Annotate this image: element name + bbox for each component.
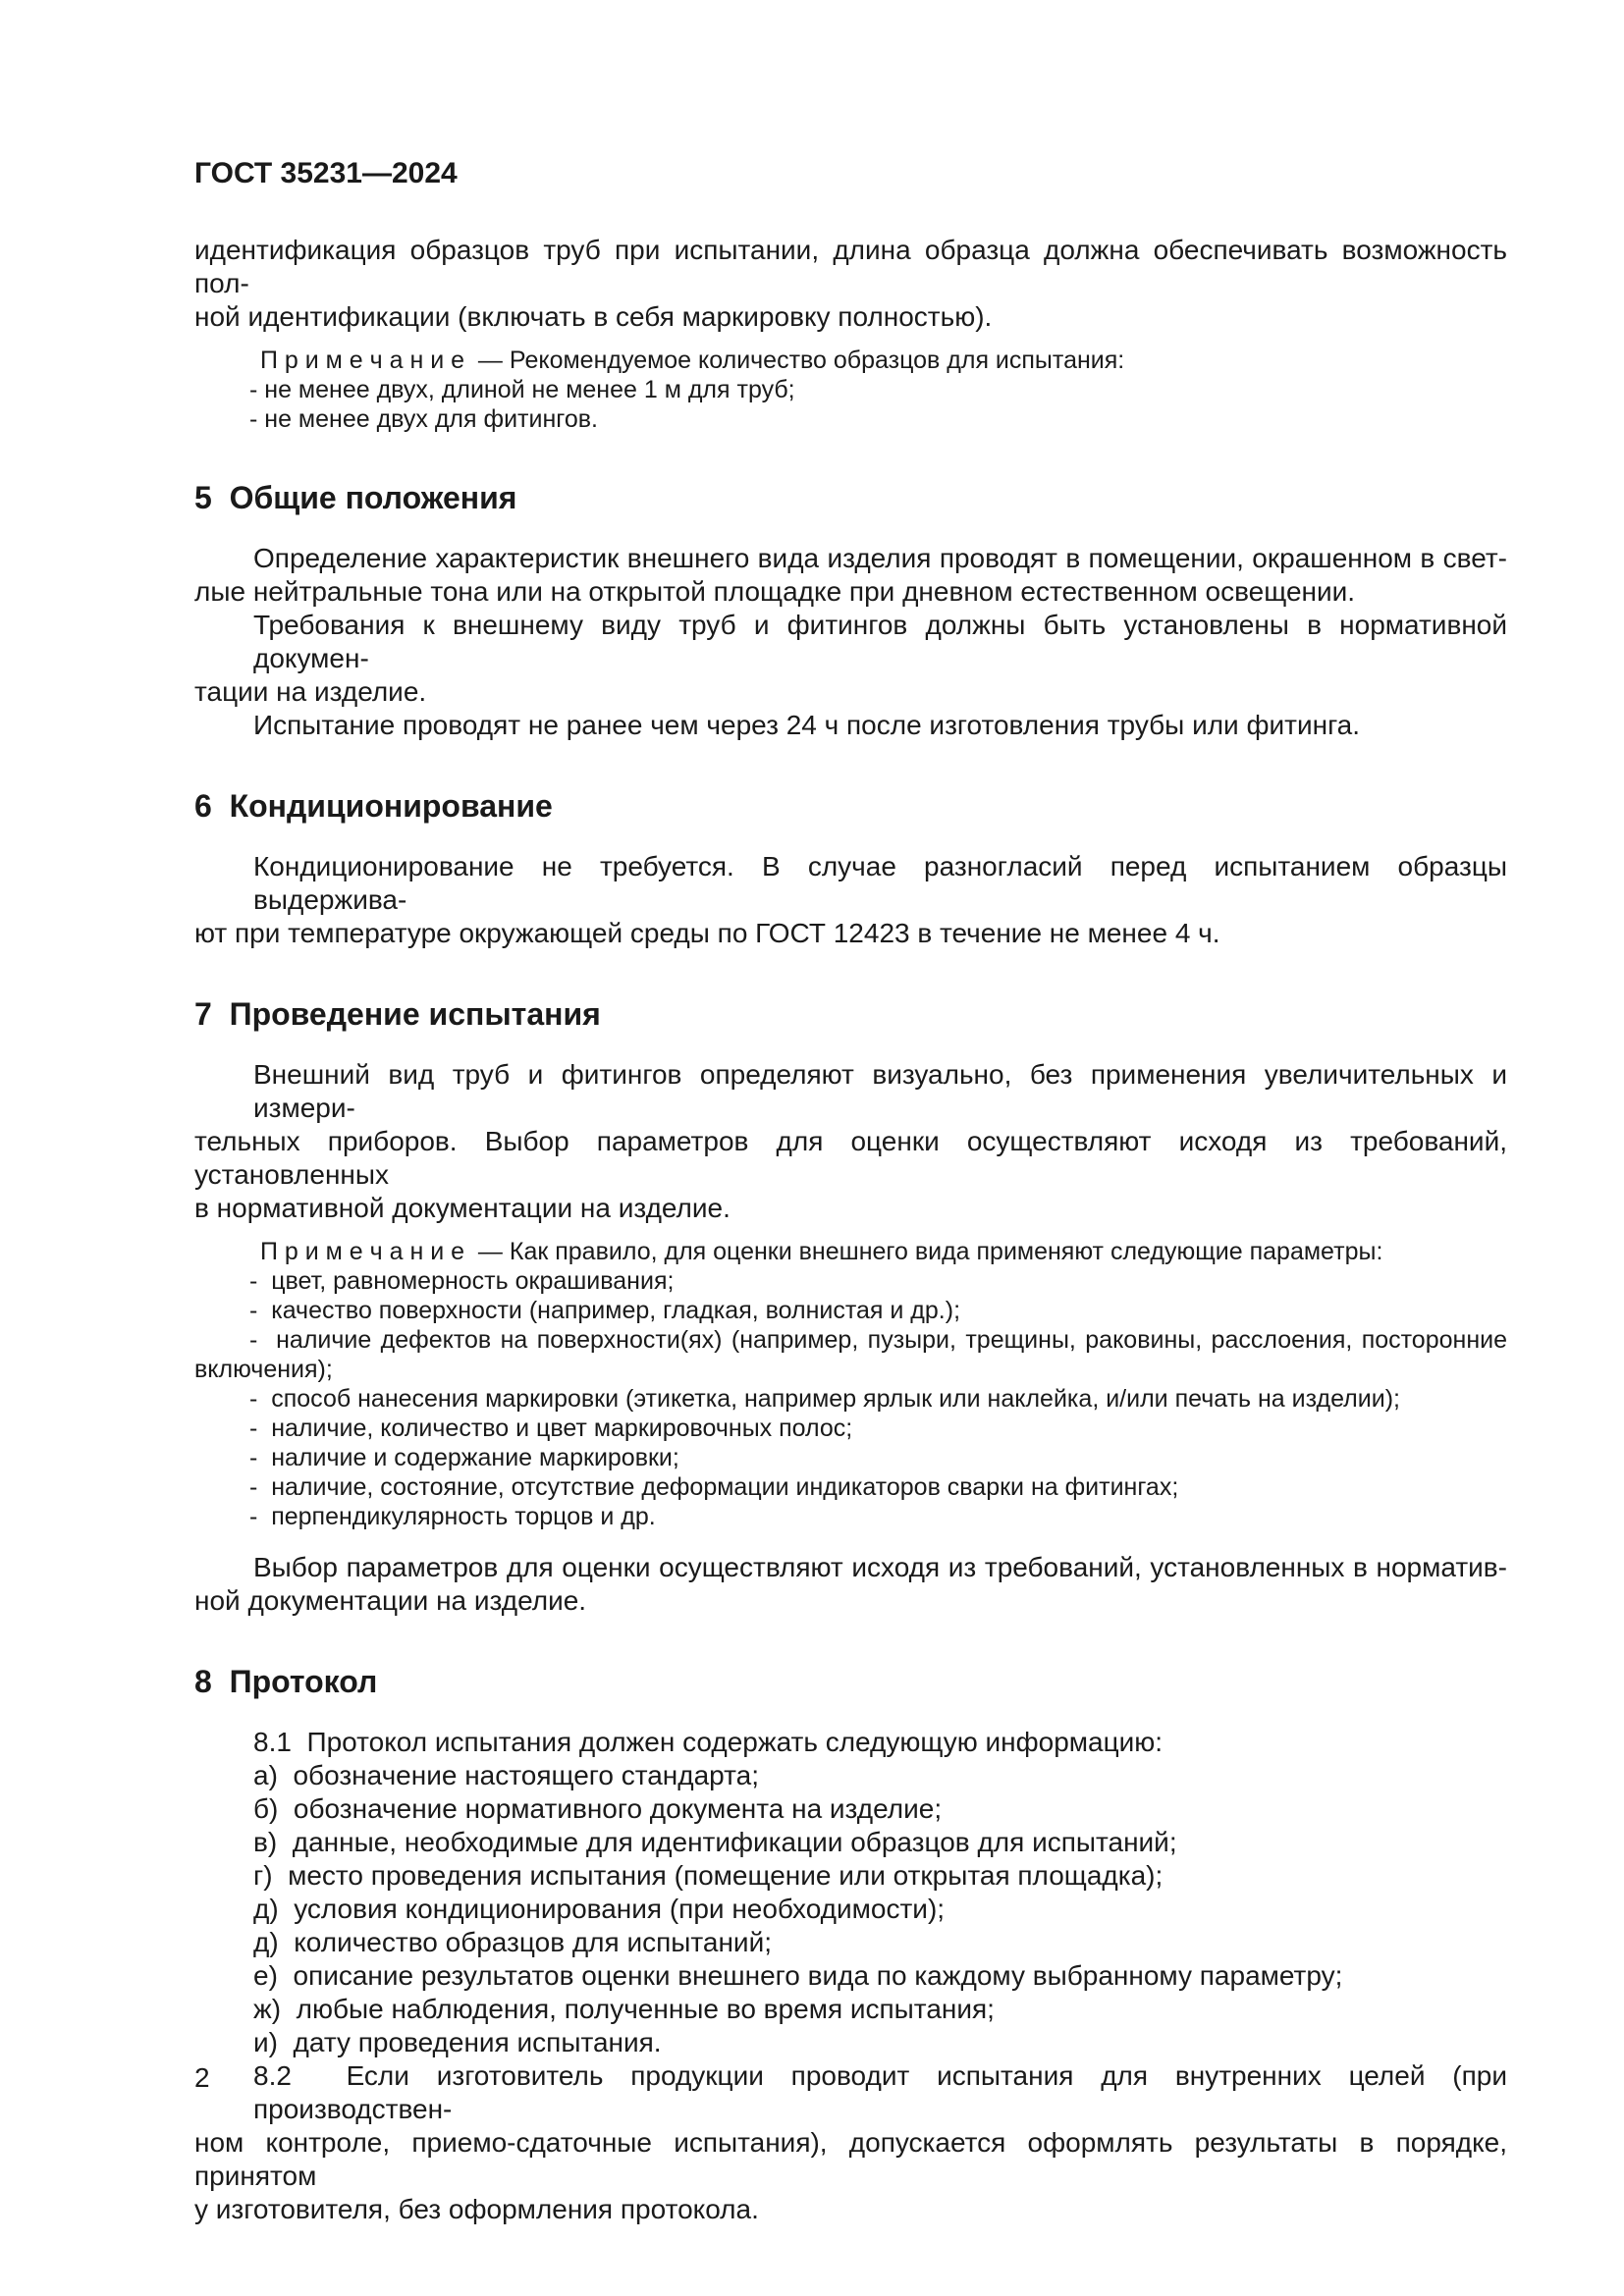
text-line: - цвет, равномерность окрашивания; <box>249 1267 675 1295</box>
section-heading-6: 6 Кондиционирование <box>194 788 553 824</box>
text-line: Кондиционирование не требуется. В случае разногласий перед испытанием образцы выдержива- <box>253 851 1507 915</box>
text-line: б) обозначение нормативного документа на изделие; <box>253 1793 943 1824</box>
text-line: - наличие и содержание маркировки; <box>249 1444 679 1471</box>
text-line: Внешний вид труб и фитингов определяют визуально, без применения увеличительных и измери- <box>253 1059 1507 1123</box>
section-heading-8: 8 Протокол <box>194 1664 378 1699</box>
text-line: ной идентификации (включать в себя маркировку полностью). <box>194 301 993 332</box>
section-heading-7: 7 Проведение испытания <box>194 996 601 1032</box>
doc-code-header: ГОСТ 35231—2024 <box>194 157 458 189</box>
text-line: - не менее двух, длиной не менее 1 м для труб; <box>249 376 795 403</box>
text-line: ют при температуре окружающей среды по ГОСТ 12423 в течение не менее 4 ч. <box>194 918 1220 948</box>
text-line: д) количество образцов для испытаний; <box>253 1927 772 1957</box>
text-line: - качество поверхности (например, гладкая, волнистая и др.); <box>249 1297 961 1324</box>
text-line: включения); <box>194 1356 333 1383</box>
text-line: ной документации на изделие. <box>194 1585 587 1616</box>
text-line: Требования к внешнему виду труб и фитингов должны быть установлены в нормативной докумен- <box>253 610 1507 673</box>
section-heading-5: 5 Общие положения <box>194 480 517 515</box>
section-7-paragraph-2 <box>194 1551 1507 1618</box>
protocol-item-e <box>194 1959 1507 1993</box>
section-5-paragraph-3 <box>194 709 1507 742</box>
text-line: - способ нанесения маркировки (этикетка, например ярлык или наклейка, и/или печать на изделии); <box>249 1385 1400 1413</box>
protocol-item-v <box>194 1826 1507 1859</box>
protocol-item-d1 <box>194 1893 1507 1926</box>
text-line: - перпендикулярность торцов и др. <box>249 1503 656 1530</box>
text-line: 8.1 Протокол испытания должен содержать следующую информацию: <box>253 1727 1164 1757</box>
document-body <box>194 234 1507 2226</box>
text-line: д) условия кондиционирования (при необходимости); <box>253 1894 946 1924</box>
text-line: в) данные, необходимые для идентификации образцов для испытаний; <box>253 1827 1177 1857</box>
note-appearance-parameters <box>194 1237 1507 1531</box>
text-line: тельных приборов. Выбор параметров для оценки осуществляют исходя из требований, установленных <box>194 1126 1507 1190</box>
note-sample-quantity <box>194 346 1507 434</box>
protocol-item-i <box>194 2026 1507 2059</box>
text-line: у изготовителя, без оформления протокола. <box>194 2194 759 2224</box>
clause-8-2 <box>194 2059 1507 2226</box>
text-line: - наличие, количество и цвет маркировочных полос; <box>249 1415 853 1442</box>
text-line: лые нейтральные тона или на открытой площадке при дневном естественном освещении. <box>194 576 1356 607</box>
text-line: 8.2 Если изготовитель продукции проводит испытания для внутренних целей (при производствен- <box>253 2060 1507 2124</box>
protocol-item-b <box>194 1792 1507 1826</box>
protocol-item-zh <box>194 1993 1507 2026</box>
protocol-item-d2 <box>194 1926 1507 1959</box>
section-6-paragraph-1 <box>194 850 1507 950</box>
text-line: тации на изделие. <box>194 676 427 707</box>
page-number: 2 <box>194 2062 210 2093</box>
text-line: г) место проведения испытания (помещение или открытая площадка); <box>253 1860 1164 1891</box>
text-line: в нормативной документации на изделие. <box>194 1193 731 1223</box>
text-line: Испытание проводят не ранее чем через 24 ч после изготовления трубы или фитинга. <box>253 710 1361 740</box>
continued-paragraph <box>194 234 1507 334</box>
text-line: идентификация образцов труб при испытании, длина образца должна обеспечивать возможность пол- <box>194 235 1507 298</box>
text-line: е) описание результатов оценки внешнего вида по каждому выбранному параметру; <box>253 1960 1343 1991</box>
text-line: - наличие, состояние, отсутствие деформации индикаторов сварки на фитингах; <box>249 1473 1179 1501</box>
text-line: - наличие дефектов на поверхности(ях) (например, пузыри, трещины, раковины, расслоения, посторонние <box>249 1326 1507 1354</box>
text-line: П р и м е ч а н и е — Как правило, для оценки внешнего вида применяют следующие параметры: <box>260 1238 1383 1265</box>
protocol-item-g <box>194 1859 1507 1893</box>
text-line: и) дату проведения испытания. <box>253 2027 662 2057</box>
text-line: а) обозначение настоящего стандарта; <box>253 1760 759 1790</box>
clause-8-1-intro <box>194 1726 1507 1759</box>
section-7-paragraph-1 <box>194 1058 1507 1225</box>
text-line: ж) любые наблюдения, полученные во время испытания; <box>253 1994 995 2024</box>
text-line: Определение характеристик внешнего вида изделия проводят в помещении, окрашенном в свет- <box>253 543 1507 573</box>
section-5-paragraph-2 <box>194 609 1507 709</box>
text-line: Выбор параметров для оценки осуществляют исходя из требований, установленных в норматив- <box>253 1552 1507 1582</box>
text-line: ном контроле, приемо-сдаточные испытания), допускается оформлять результаты в порядке, принятом <box>194 2127 1507 2191</box>
section-5-paragraph-1 <box>194 542 1507 609</box>
text-line: - не менее двух для фитингов. <box>249 405 598 433</box>
protocol-item-a <box>194 1759 1507 1792</box>
text-line: П р и м е ч а н и е — Рекомендуемое количество образцов для испытания: <box>260 347 1125 374</box>
